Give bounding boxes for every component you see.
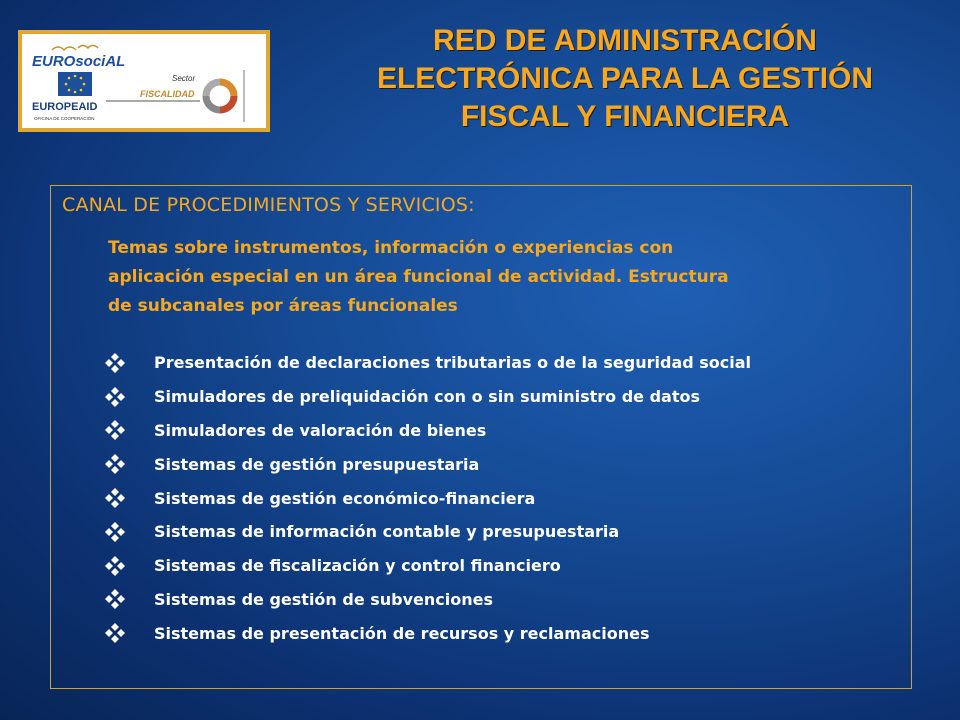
list-item-label: Sistemas de información contable y presupuestaria (154, 522, 620, 542)
four-diamond-bullet-icon (104, 419, 126, 441)
list-item (104, 346, 751, 380)
description-line-3: de subcanales por áreas funcionales (108, 296, 458, 316)
list-item-label: Simuladores de valoración de bienes (154, 420, 487, 440)
title-line-3: FISCAL Y FINANCIERA (460, 100, 790, 133)
oficina-text: OFICINA DE COOPERACIÓN (34, 116, 95, 121)
four-diamond-bullet-icon (104, 453, 126, 475)
four-diamond-bullet-icon (104, 555, 126, 577)
list-item (104, 616, 751, 650)
title-line-1: RED DE ADMINISTRACIÓN (433, 24, 817, 57)
channel-description (108, 234, 878, 321)
description-line-1: Temas sobre instrumentos, información o experiencias con (108, 238, 674, 258)
channel-heading: CANAL DE PROCEDIMIENTOS Y SERVICIOS: (62, 194, 475, 216)
list-item (104, 447, 751, 481)
list-item-label: Sistemas de gestión de subvenciones (154, 589, 494, 609)
list-item-label: Simuladores de preliquidación con o sin suministro de datos (154, 387, 700, 407)
eurosocial-logo (18, 30, 270, 132)
list-item (104, 583, 751, 617)
list-item-label: Sistemas de gestión económico-financiera (154, 488, 536, 508)
list-item-label: Presentación de declaraciones tributarias o de la seguridad social (154, 353, 752, 373)
four-diamond-bullet-icon (104, 622, 126, 644)
four-diamond-bullet-icon (104, 352, 126, 374)
four-diamond-bullet-icon (104, 386, 126, 408)
eurosocial-text: EUROsociAL (32, 53, 126, 70)
description-line-2: aplicación especial en un área funcional de actividad. Estructura (108, 267, 729, 287)
list-item-label: Sistemas de fiscalización y control financiero (154, 556, 561, 576)
list-item-label: Sistemas de gestión presupuestaria (154, 454, 480, 474)
list-item (104, 515, 751, 549)
list-item-label: Sistemas de presentación de recursos y reclamaciones (154, 623, 650, 643)
list-item (104, 549, 751, 583)
four-diamond-bullet-icon (104, 487, 126, 509)
subchannel-list (104, 346, 751, 650)
sector-text: Sector (172, 74, 196, 83)
title-line-2: ELECTRÓNICA PARA LA GESTIÓN (376, 62, 874, 95)
list-item (104, 481, 751, 515)
list-item (104, 414, 751, 448)
four-diamond-bullet-icon (104, 521, 126, 543)
list-item (104, 380, 751, 414)
four-diamond-bullet-icon (104, 588, 126, 610)
europeaid-text: EUROPEAID (32, 101, 98, 113)
fiscalidad-text: FISCALIDAD (140, 89, 195, 99)
page-title (300, 22, 950, 136)
